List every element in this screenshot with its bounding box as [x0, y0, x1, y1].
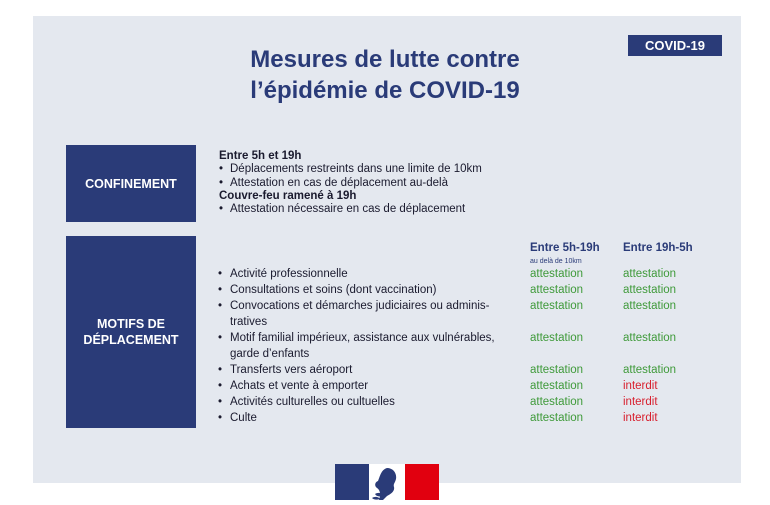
- column-header-day: Entre 5h-19h: [530, 242, 600, 254]
- confinement-item: • Déplacements restreints dans une limite de 10km: [219, 163, 482, 177]
- motifs-label-line-1: MOTIFS DE: [96, 317, 166, 331]
- motif-row: [218, 330, 522, 362]
- status-night: interdit: [623, 380, 658, 392]
- motif-row: [218, 394, 522, 410]
- status-day: attestation: [530, 332, 584, 344]
- status-day: attestation: [530, 268, 584, 280]
- motif-label: • Transferts vers aéroport: [218, 362, 522, 378]
- status-night: attestation: [623, 268, 677, 280]
- confinement-item: • Attestation en cas de déplacement au-delà: [219, 177, 448, 191]
- status-day: attestation: [530, 380, 584, 392]
- confinement-heading-curfew: Couvre-feu ramené à 19h: [219, 190, 357, 202]
- motif-label: • Achats et vente à emporter: [218, 378, 522, 394]
- status-day: attestation: [530, 300, 584, 312]
- status-night: attestation: [623, 332, 677, 344]
- motif-label: • Motif familial impérieux, assistance aux vulnérables, garde d’enfants: [218, 330, 522, 362]
- column-subheader-day: au delà de 10km: [530, 258, 582, 265]
- status-day: attestation: [530, 284, 584, 296]
- motif-row: [218, 282, 522, 298]
- motifs-block: [66, 236, 196, 428]
- confinement-item: • Attestation nécessaire en cas de déplacement: [219, 203, 465, 217]
- motif-row: [218, 378, 522, 394]
- page-title: [150, 44, 620, 106]
- confinement-label: CONFINEMENT: [85, 176, 177, 191]
- marianne-profile-icon: [369, 464, 405, 500]
- status-night: attestation: [623, 300, 677, 312]
- motifs-label-line-2: DÉPLACEMENT: [83, 333, 179, 347]
- status-day: attestation: [530, 364, 584, 376]
- motif-label: • Activité professionnelle: [218, 266, 522, 282]
- column-header-night: Entre 19h-5h: [623, 242, 693, 254]
- status-day: attestation: [530, 396, 584, 408]
- motif-label: • Activités culturelles ou cultuelles: [218, 394, 522, 410]
- status-night: attestation: [623, 364, 677, 376]
- status-night: attestation: [623, 284, 677, 296]
- title-line-1: Mesures de lutte contre: [250, 46, 520, 73]
- motif-row: [218, 298, 522, 330]
- motif-row: [218, 410, 522, 426]
- motif-row: [218, 266, 522, 282]
- title-line-2: l’épidémie de COVID-19: [250, 77, 520, 104]
- republique-francaise-logo: [335, 464, 439, 500]
- confinement-block: [66, 145, 196, 222]
- motif-label: • Convocations et démarches judiciaires ou adminis- tratives: [218, 298, 522, 330]
- status-day: attestation: [530, 412, 584, 424]
- status-night: interdit: [623, 396, 658, 408]
- status-night: interdit: [623, 412, 658, 424]
- motif-row: [218, 362, 522, 378]
- motif-label: • Culte: [218, 410, 522, 426]
- motif-label: • Consultations et soins (dont vaccination): [218, 282, 522, 298]
- covid-badge: COVID-19: [628, 35, 722, 56]
- confinement-heading-day: Entre 5h et 19h: [219, 150, 302, 162]
